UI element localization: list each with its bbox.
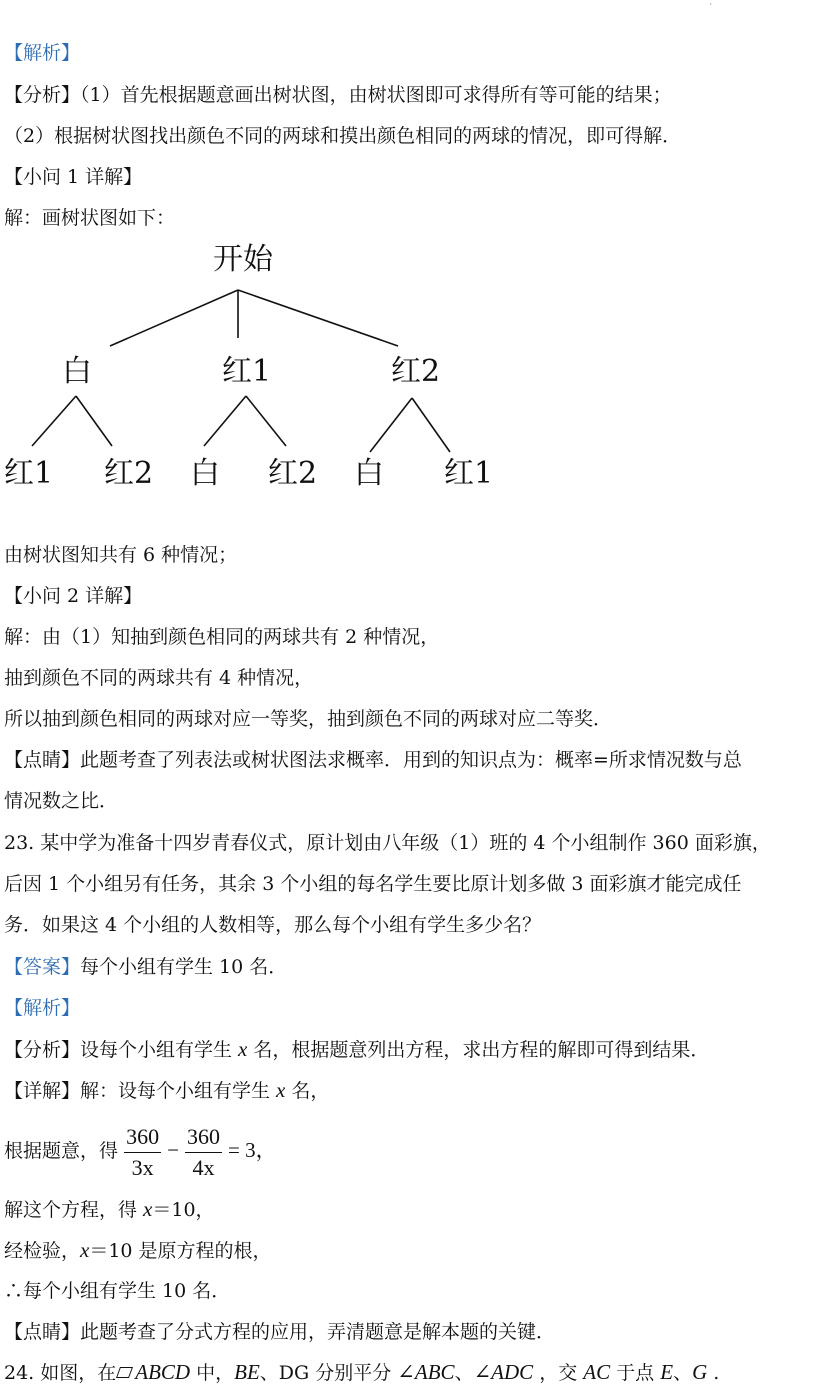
- minus-sign: −: [167, 1138, 179, 1162]
- fenxi-text-b: 名，根据题意列出方程，求出方程的解即可得到结果．: [247, 1039, 710, 1061]
- tree-level2-1: 红1: [4, 456, 54, 491]
- eq-prefix: 根据题意，得: [4, 1140, 119, 1162]
- q24-prefix: 24. 如图，在: [4, 1362, 117, 1384]
- q24-line-1: [4, 1359, 719, 1386]
- fraction-1-numerator: 360: [124, 1122, 161, 1153]
- solve-text-a: 解这个方程，得: [4, 1199, 144, 1221]
- q24-mid1: 中，: [190, 1362, 235, 1384]
- fraction-2-numerator: 360: [185, 1122, 222, 1153]
- q23-line-2: 后因 1 个小组另有任务，其余 3 个小组的每名学生要比原计划多做 3 面彩旗才能完成任: [4, 873, 742, 895]
- q2-line-3: 所以抽到颜色相同的两球对应一等奖，抽到颜色不同的两球对应二等奖．: [4, 708, 613, 730]
- tree-root: 开始: [213, 242, 273, 277]
- q24-abcd: ABCD: [135, 1360, 191, 1384]
- solve-var: x: [143, 1197, 153, 1221]
- xiangjie-text-a: 【详解】解：设每个小组有学生: [4, 1080, 277, 1102]
- tree-level1-red1: 红1: [222, 354, 272, 389]
- q23-jiexi-tag: 【解析】: [4, 997, 81, 1019]
- tree-level2-3: 白: [190, 456, 220, 491]
- q2-line-1: 解：由（1）知抽到颜色相同的两球共有 2 种情况，: [4, 626, 440, 648]
- parallelogram-icon: [116, 1367, 133, 1378]
- q24-angle-abc: ∠ABC: [397, 1360, 455, 1384]
- q24-be: BE: [234, 1360, 260, 1384]
- xiangjie-var: x: [276, 1078, 286, 1102]
- q24-sep2: 、: [673, 1362, 693, 1384]
- q23-equation: [4, 1118, 277, 1183]
- edge-white-red2: [76, 396, 112, 446]
- answer-text: 每个小组有学生 10 名．: [80, 956, 288, 978]
- xiaowen-2-tag: 【小问 2 详解】: [4, 585, 143, 607]
- q23-xiangjie: [4, 1077, 329, 1104]
- q23-solve: [4, 1196, 215, 1223]
- q23-fenxi: [4, 1036, 709, 1063]
- dianjing-line-2: 情况数之比．: [4, 790, 119, 812]
- tree-level2-6: 红1: [444, 456, 494, 491]
- edge-red1-white: [204, 396, 246, 446]
- q23-dianjing: 【点睛】此题考查了分式方程的应用，弄清题意是解本题的关键．: [4, 1321, 556, 1343]
- q2-line-2: 抽到颜色不同的两球共有 4 种情况，: [4, 667, 314, 689]
- q23-line-1: 23. 某中学为准备十四岁青春仪式，原计划由八年级（1）班的 4 个小组制作 360 面彩旗，: [4, 832, 771, 854]
- xiaowen-1-tag: 【小问 1 详解】: [4, 166, 143, 188]
- q24-angle-adc: ∠ADC: [473, 1360, 534, 1384]
- fenxi-line-1: 【分析】（1）首先根据题意画出树状图，由树状图即可求得所有等可能的结果；: [4, 84, 672, 106]
- q23-answer: [4, 954, 287, 980]
- fenxi-line-2: （2）根据树状图找出颜色不同的两球和摸出颜色相同的两球的情况，即可得解．: [4, 125, 682, 147]
- eq-rhs: = 3，: [228, 1138, 277, 1162]
- xiangjie-text-b: 名，: [285, 1080, 330, 1102]
- q23-conclusion: ∴每个小组有学生 10 名．: [4, 1280, 231, 1302]
- answer-tag: 【答案】: [4, 956, 81, 978]
- fraction-2: [185, 1122, 222, 1183]
- tree-level2-2: 红2: [104, 456, 154, 491]
- dianjing-line-1: 【点睛】此题考查了列表法或树状图法求概率．用到的知识点为：概率=所求情况数与总: [4, 749, 742, 771]
- q23-line-3: 务．如果这 4 个小组的人数相等，那么每个小组有学生多少名？: [4, 914, 542, 936]
- q24-e: E: [660, 1360, 674, 1384]
- tree-conclusion: 由树状图知共有 6 种情况；: [4, 544, 238, 566]
- fraction-1-denominator: 3x: [131, 1154, 154, 1180]
- edge-red1-red2: [246, 396, 286, 446]
- tree-intro: 解：画树状图如下：: [4, 207, 176, 229]
- check-text-c: ＝10 是原方程的根，: [89, 1240, 272, 1262]
- fenxi-var: x: [238, 1037, 248, 1061]
- edge-root-red2: [238, 290, 398, 346]
- q24-g: G: [692, 1360, 708, 1384]
- check-var: x: [80, 1238, 90, 1262]
- q24-end: .: [707, 1362, 720, 1384]
- fraction-1: [124, 1122, 161, 1183]
- q24-sep: 、: [454, 1362, 474, 1384]
- fenxi-text-a: 【分析】设每个小组有学生: [4, 1039, 239, 1061]
- solve-text-c: ＝10，: [152, 1199, 215, 1221]
- q24-ac: AC: [583, 1360, 611, 1384]
- check-text-a: 经检验，: [4, 1240, 81, 1262]
- q24-mid3: ，交: [533, 1362, 584, 1384]
- tree-level2-5: 白: [354, 456, 384, 491]
- edge-red2-white: [370, 398, 412, 452]
- q24-mid4: 于点: [610, 1362, 661, 1384]
- jiexi-tag: 【解析】: [4, 42, 81, 64]
- edge-root-white: [110, 290, 238, 346]
- tree-level1-white: 白: [62, 354, 92, 389]
- tree-level2-4: 红2: [268, 456, 318, 491]
- q24-mid2: 、DG 分别平分: [259, 1362, 398, 1384]
- q23-check: [4, 1237, 272, 1264]
- edge-white-red1: [32, 396, 76, 446]
- tree-level1-red2: 红2: [391, 354, 441, 389]
- edge-red2-red1: [412, 398, 450, 452]
- fraction-2-denominator: 4x: [192, 1154, 215, 1180]
- corner-mark: ': [709, 2, 712, 11]
